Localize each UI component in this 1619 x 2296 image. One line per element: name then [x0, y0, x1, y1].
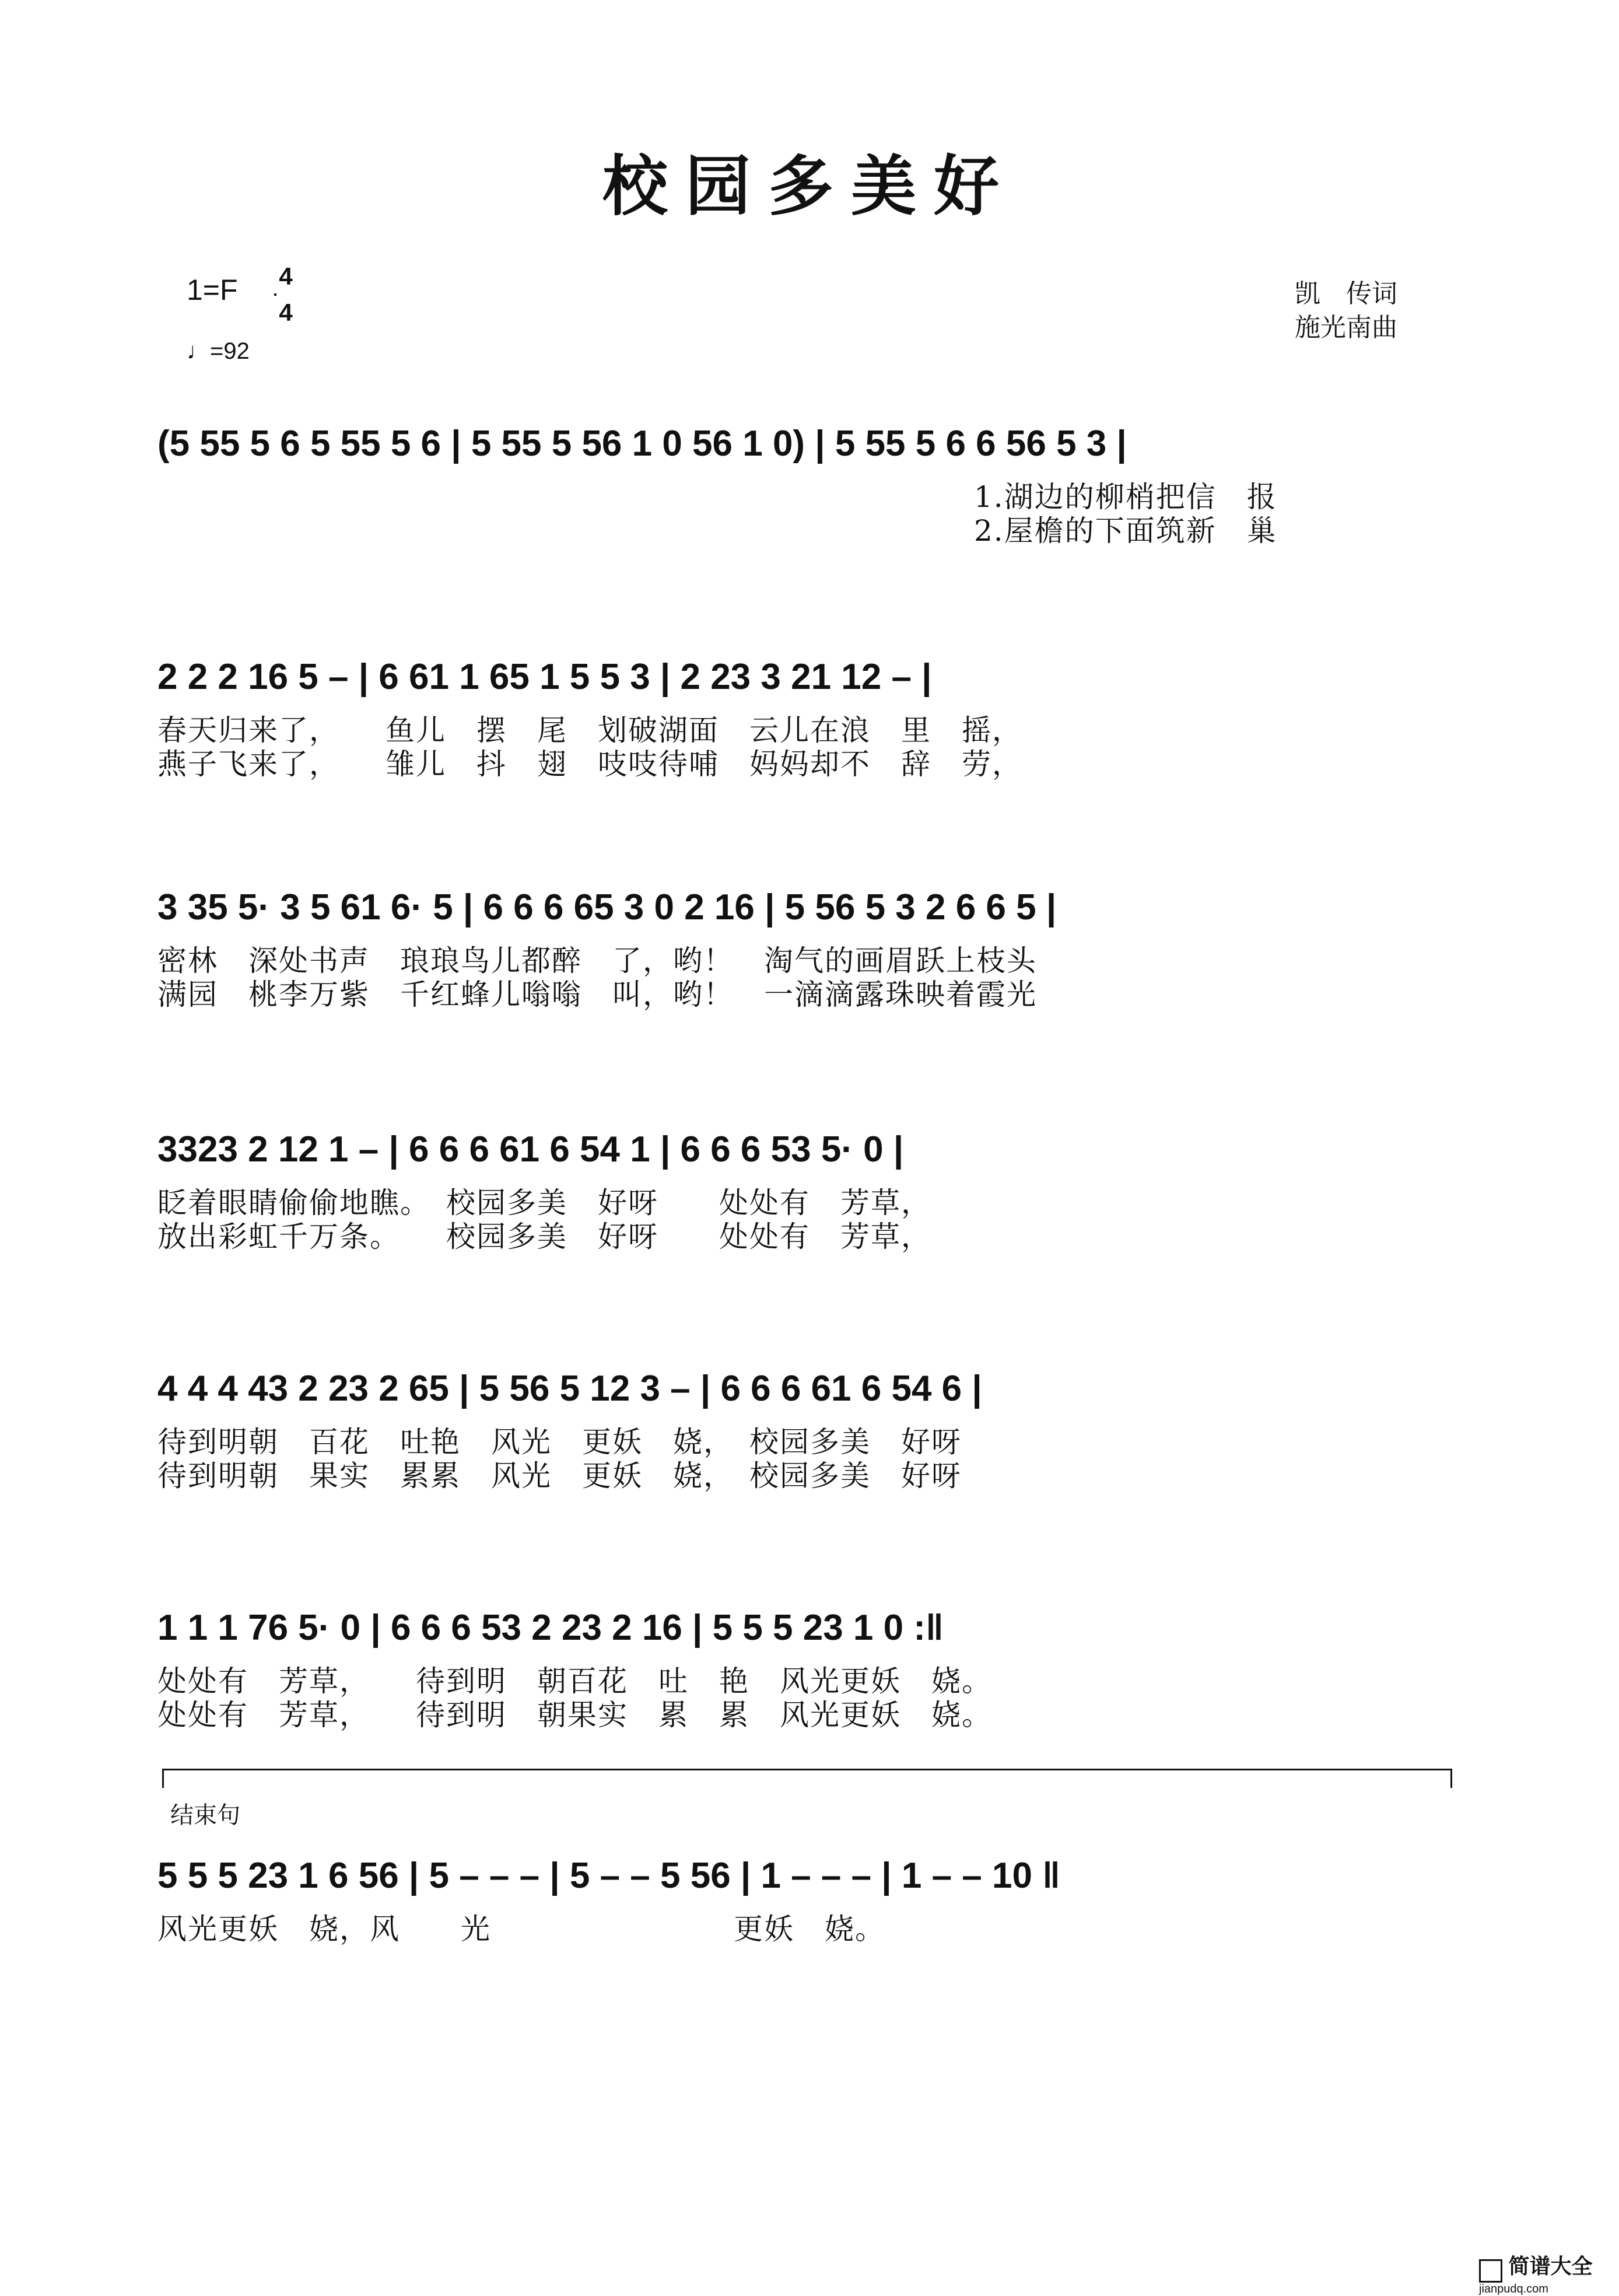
staff-line-5 [157, 1353, 1458, 1493]
notes-row: 3 35 5· 3 5 61 6· 5 | 6 6 6 65 3 0 2 16 | 5 56 5 3 2 6 6 5 | [157, 887, 1057, 928]
meter-bottom: 4 [279, 299, 293, 326]
piano-keys-icon [1479, 2259, 1502, 2283]
lyricist-credit: 凯 传词 [1295, 279, 1397, 309]
lyric-verse-1: 眨着眼睛偷偷地瞧。 校园多美 好呀 处处有 芳草， [157, 1186, 931, 1220]
lyric-verse-2: 处处有 芳草， 待到明 朝果实 累 累 风光更妖 娆。 [157, 1698, 992, 1732]
lyric-verse-2: 放出彩虹千万条。 校园多美 好呀 处处有 芳草， [157, 1220, 931, 1254]
notes-line-5 [157, 1353, 1458, 1423]
lyric-verse-1: 处处有 芳草， 待到明 朝百花 吐 艳 风光更妖 娆。 [157, 1664, 992, 1698]
composer-credit: 施光南曲 [1295, 313, 1397, 342]
key-signature: 1=F [187, 274, 238, 306]
notes-line-3 [157, 872, 1458, 942]
notes-row: (5 55 5 6 5 55 5 6 | 5 55 5 56 1 0 56 1 0) | 5 55 5 6 6 56 5 3 | [157, 423, 1127, 464]
time-signature [274, 264, 297, 326]
watermark-url: jianpudq.com [1479, 2282, 1548, 2295]
page-title: 校园多美好 [602, 148, 1017, 225]
lyric-verse-2: 待到明朝 果实 累累 风光 更妖 娆， 校园多美 好呀 [157, 1459, 962, 1493]
staff-line-6 [157, 1592, 1458, 1732]
lyric-verse-2: 燕子飞来了， 雏儿 抖 翅 吱吱待哺 妈妈却不 辞 劳， [157, 747, 1022, 781]
watermark-logo: 简谱大全 [1508, 2254, 1593, 2278]
tempo-marking: ♩=92 [187, 338, 250, 364]
meter-divider [274, 293, 276, 296]
notes-line-2 [157, 642, 1458, 712]
notes-row: 4 4 4 43 2 23 2 65 | 5 56 5 12 3 – | 6 6 6 61 6 54 6 | [157, 1368, 982, 1409]
notes-line-1 [157, 408, 1458, 478]
lyric-verse-2: 满园 桃李万紫 千红蜂儿嗡嗡 叫，哟！ 一滴滴露珠映着霞光 [157, 978, 1037, 1012]
lyric-verse-2: 2.屋檐的下面筑新 巢 [974, 514, 1277, 548]
ending-bracket [162, 1769, 1452, 1788]
notes-row: 2 2 2 16 5 – | 6 61 1 65 1 5 5 3 | 2 23 3 21 12 – | [157, 656, 932, 697]
notes-row: 3323 2 12 1 – | 6 6 6 61 6 54 1 | 6 6 6 53 5· 0 | [157, 1129, 904, 1170]
staff-line-4 [157, 1114, 1458, 1254]
staff-line-2 [157, 642, 1458, 782]
lyric-verse-1: 1.湖边的柳梢把信 报 [974, 480, 1277, 514]
notes-line-6 [157, 1592, 1458, 1662]
lyric-verse-1: 春天归来了， 鱼儿 摆 尾 划破湖面 云儿在浪 里 摇， [157, 713, 1022, 747]
meter-top: 4 [279, 262, 293, 290]
notes-line-4 [157, 1114, 1458, 1184]
lyric-verse-1: 密林 深处书声 琅琅鸟儿都醉 了，哟！ 淘气的画眉跃上枝头 [157, 944, 1037, 978]
staff-line-1 [157, 408, 1458, 548]
notes-line-ending [157, 1840, 1458, 1910]
notes-row: 5 5 5 23 1 6 56 | 5 – – – | 5 – – 5 56 | 1 – – – | 1 – – 10 ‖ [157, 1855, 1061, 1896]
notes-row: 1 1 1 76 5· 0 | 6 6 6 53 2 23 2 16 | 5 5 5 23 1 0 :‖ [157, 1607, 944, 1648]
watermark [1479, 2250, 1607, 2295]
ending-label: 结束句 [170, 1802, 240, 1829]
lyric-ending: 风光更妖 娆，风 光 更妖 娆。 [157, 1912, 885, 1946]
credits [1295, 277, 1397, 345]
staff-line-3 [157, 872, 1458, 1012]
staff-line-ending [157, 1840, 1458, 1957]
lyric-verse-1: 待到明朝 百花 吐艳 风光 更妖 娆， 校园多美 好呀 [157, 1425, 962, 1459]
